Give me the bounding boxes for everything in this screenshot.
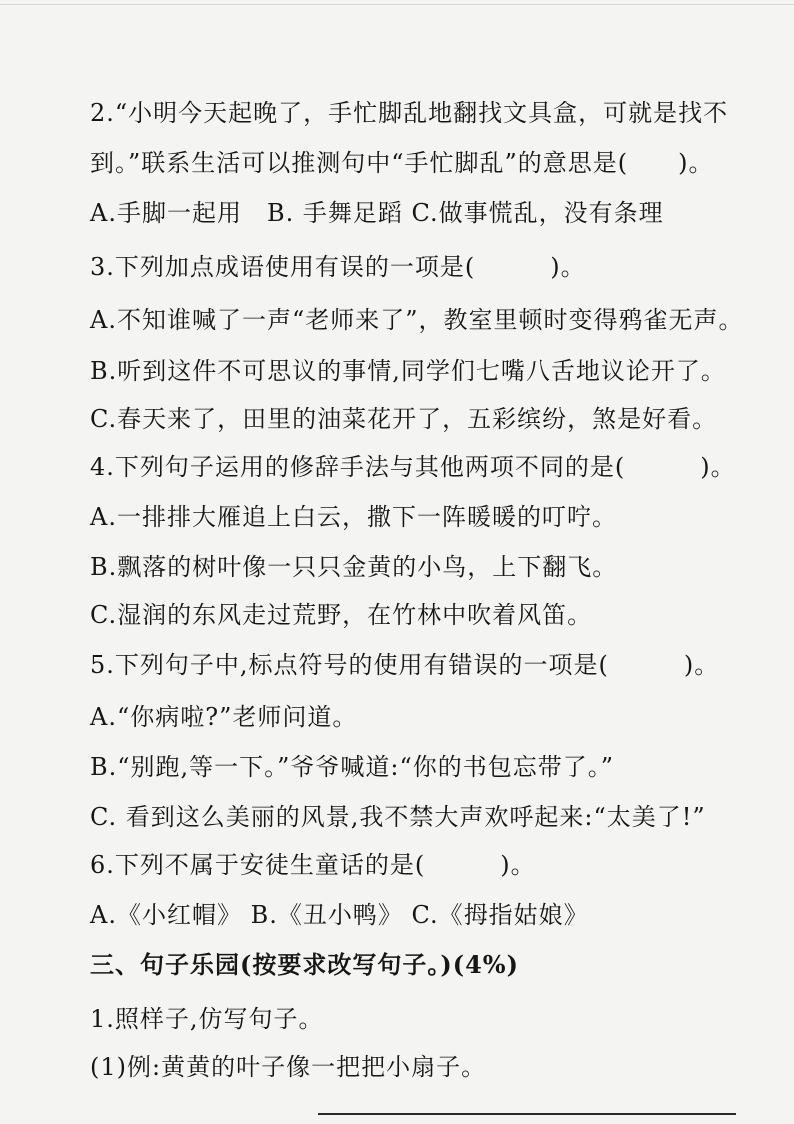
q6-options: A.《小红帽》 B.《丑小鸭》 C.《拇指姑娘》 [90,901,589,929]
q3-stem: 3.下列加点成语使用有误的一项是( )。 [90,253,586,281]
q5-option-c: C. 看到这么美丽的风景,我不禁大声欢呼起来:“太美了!” [90,803,706,831]
q5-option-b: B.“别跑,等一下。”爷爷喊道:“你的书包忘带了。” [90,753,615,781]
q4-option-c: C.湿润的东风走过荒野，在竹林中吹着风笛。 [90,601,593,629]
q3-option-c: C.春天来了，田里的油菜花开了，五彩缤纷，煞是好看。 [90,405,718,433]
section-3-title: 三、句子乐园(按要求改写句子。)(4%) [90,950,519,979]
q2-line2: 到。”联系生活可以推测句中“手忙脚乱”的意思是( )。 [90,149,714,177]
q4-stem: 4.下列句子运用的修辞手法与其他两项不同的是( )。 [90,453,736,481]
section-3-item-1: 1.照样子,仿写句子。 [90,1005,324,1033]
q4-option-b: B.飘落的树叶像一只只金黄的小鸟，上下翻飞。 [90,553,618,581]
q6-stem: 6.下列不属于安徒生童话的是( )。 [90,851,536,879]
q3-option-a: A.不知谁喊了一声“老师来了”，教室里顿时变得鸦雀无声。 [90,306,744,334]
answer-line [318,1113,736,1115]
q4-option-a: A.一排排大雁追上白云，撒下一阵暖暖的叮咛。 [90,503,617,531]
q2-options: A.手脚一起用 B. 手舞足蹈 C.做事慌乱，没有条理 [90,199,664,227]
q5-stem: 5.下列句子中,标点符号的使用有错误的一项是( )。 [90,651,720,679]
q2-line1: 2.“小明今天起晚了，手忙脚乱地翻找文具盒，可就是找不 [90,99,729,127]
top-edge-line [0,4,794,5]
q5-option-a: A.“你病啦?”老师问道。 [90,703,358,731]
section-3-example: (1)例:黄黄的叶子像一把把小扇子。 [90,1053,487,1081]
q3-option-b: B.听到这件不可思议的事情,同学们七嘴八舌地议论开了。 [90,357,726,385]
